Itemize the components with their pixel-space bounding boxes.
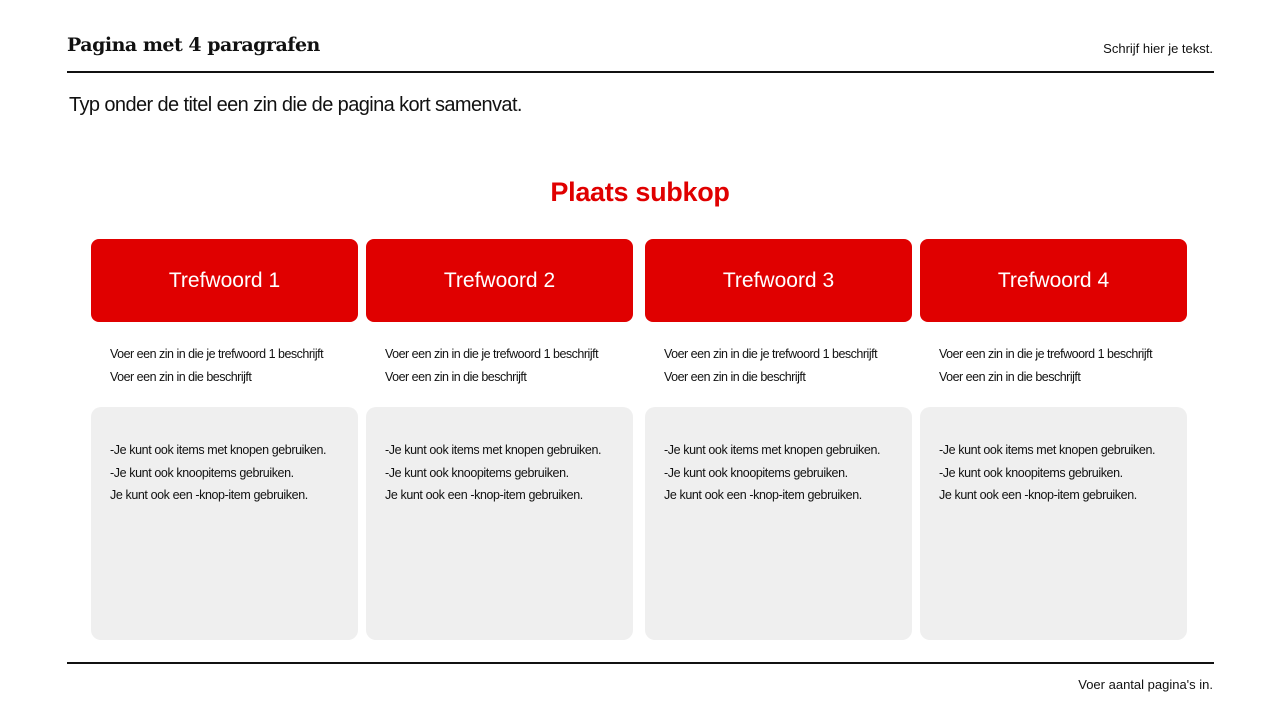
description-line: Voer een zin in die beschrijft [385,370,527,384]
page-title: Pagina met 4 paragrafen [67,34,320,56]
description-line: Voer een zin in die je trefwoord 1 beschrijft [385,347,599,361]
top-divider [67,71,1214,73]
list-item: -Je kunt ook items met knopen gebruiken. [385,443,602,457]
description-line: Voer een zin in die beschrijft [939,370,1081,384]
items-box [91,407,358,640]
description-line: Voer een zin in die beschrijft [664,370,806,384]
keyword-header: Trefwoord 3 [645,239,912,322]
page-summary: Typ onder de titel een zin die de pagina kort samenvat. [69,94,522,116]
list-item: -Je kunt ook knoopitems gebruiken. [939,465,1123,480]
bottom-divider [67,662,1214,664]
description-line: Voer een zin in die je trefwoord 1 beschrijft [939,347,1153,361]
keyword-header: Trefwoord 2 [366,239,633,322]
list-item: Je kunt ook een -knop-item gebruiken. [664,488,862,502]
items-box [645,407,912,640]
list-item: Je kunt ook een -knop-item gebruiken. [385,488,583,502]
items-box [920,407,1187,640]
column-3 [645,239,912,640]
column-4 [920,239,1187,640]
items-box [366,407,633,640]
column-1 [91,239,358,640]
keyword-description [920,343,1187,407]
list-item: -Je kunt ook knoopitems gebruiken. [110,465,294,480]
keyword-description [645,343,912,407]
page-count-note: Voer aantal pagina's in. [1078,677,1213,692]
column-2 [366,239,633,640]
keyword-header: Trefwoord 1 [91,239,358,322]
subheading: Plaats subkop [550,177,730,207]
description-line: Voer een zin in die je trefwoord 1 beschrijft [664,347,878,361]
list-item: -Je kunt ook items met knopen gebruiken. [110,443,327,457]
header-note: Schrijf hier je tekst. [1103,41,1213,56]
description-line: Voer een zin in die beschrijft [110,370,252,384]
list-item: -Je kunt ook knoopitems gebruiken. [664,465,848,480]
keyword-header: Trefwoord 4 [920,239,1187,322]
list-item: -Je kunt ook items met knopen gebruiken. [664,443,881,457]
list-item: -Je kunt ook items met knopen gebruiken. [939,443,1156,457]
list-item: Je kunt ook een -knop-item gebruiken. [939,488,1137,502]
list-item: Je kunt ook een -knop-item gebruiken. [110,488,308,502]
list-item: -Je kunt ook knoopitems gebruiken. [385,465,569,480]
description-line: Voer een zin in die je trefwoord 1 beschrijft [110,347,324,361]
keyword-description [91,343,358,407]
keyword-description [366,343,633,407]
